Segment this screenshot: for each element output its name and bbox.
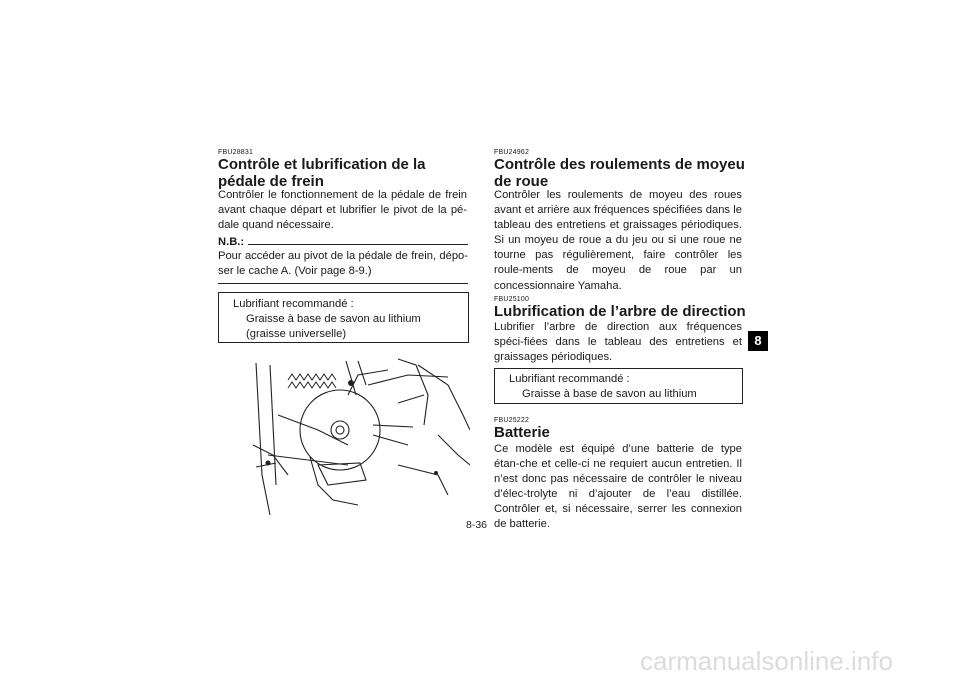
section-code: FBU24962 xyxy=(494,149,530,156)
page-number: 8-36 xyxy=(466,519,488,531)
watermark-text: carmanualsonline.info xyxy=(640,646,893,676)
section-title-wheel-bearings: Contrôle des roulements de moyeu de roue xyxy=(494,156,745,190)
lubricant-value: Graisse à base de savon au lithium xyxy=(522,388,697,401)
brake-pedal-illustration xyxy=(248,355,470,515)
section-title-brake-pedal: Contrôle et lubrification de la pédale de frein xyxy=(218,156,426,190)
lubricant-box-steering xyxy=(494,368,743,404)
lubricant-box-brake xyxy=(218,292,469,343)
note-block xyxy=(218,236,468,284)
section-body-battery: Ce modèle est équipé d’une batterie de type étan-che et celle-ci ne requiert aucun entretien. Il n’est donc pas nécessaire de contrôler le niveau d’élec-trolyte ni d’ajouter de l’eau distillée. Contrôler et, si nécessaire, serrer les connexion de batterie. xyxy=(494,443,742,531)
lubricant-value: Graisse à base de savon au lithium (graisse universelle) xyxy=(246,313,421,341)
note-rule-top xyxy=(248,244,468,245)
section-body-steering-shaft: Lubrifier l’arbre de direction aux fréquences spéci-fiées dans le tableau des entretiens et graissages périodiques. xyxy=(494,321,742,364)
section-title-battery: Batterie xyxy=(494,424,550,441)
chapter-tab: 8 xyxy=(748,331,768,351)
section-code: FBU25222 xyxy=(494,417,530,424)
note-label: N.B.: xyxy=(218,236,245,248)
section-title-steering-shaft: Lubrification de l’arbre de direction xyxy=(494,303,746,320)
section-body-brake-pedal: Contrôler le fonctionnement de la pédale de frein avant chaque départ et lubrifier le pivot de la pé-dale quand nécessaire. xyxy=(218,189,467,232)
section-body-wheel-bearings: Contrôler les roulements de moyeu des roues avant et arrière aux fréquences spécifiées dans le tableau des entretiens et graissages périodiques. Si un moyeu de roue a du jeu ou si une roue ne tourne pas régulièrement, faire contrôler les roule-ments de moyeu de roue par un concessionnaire Yamaha. xyxy=(494,189,742,292)
section-code: FBU28831 xyxy=(218,149,254,156)
lubricant-label: Lubrifiant recommandé : xyxy=(233,298,354,310)
note-rule-bottom xyxy=(218,283,468,284)
section-code: FBU25100 xyxy=(494,296,530,303)
lubricant-label: Lubrifiant recommandé : xyxy=(509,373,630,385)
note-text: Pour accéder au pivot de la pédale de frein, dépo-ser le cache A. (Voir page 8-9.) xyxy=(218,250,468,278)
